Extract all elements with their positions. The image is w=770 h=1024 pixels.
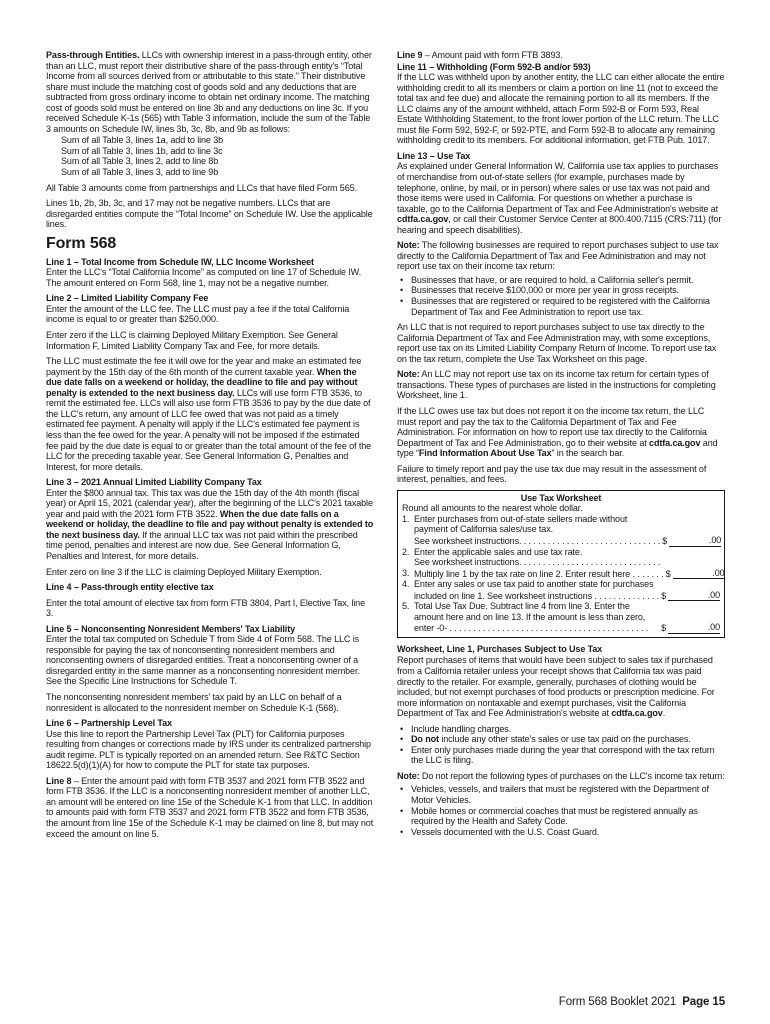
note-businesses-text: The following businesses are required to report purchases subject to use tax directly to the California Department of Tax and Fee Administration and may not report use tax on their income tax return:: [397, 240, 719, 272]
row-number: 2.: [402, 546, 410, 557]
worksheet-row-5: [402, 601, 720, 634]
line4-text: Enter the total amount of elective tax from form FTB 3804, Part I, Elective Tax, line 3.: [46, 597, 365, 619]
row-text: included on line 1. See worksheet instructions . . . . . . . . . . . . . .: [414, 590, 660, 601]
row-number: 1.: [402, 513, 410, 524]
note-do-not-report-text: Do not report the following types of purchases on the LLC's income tax return:: [419, 770, 725, 781]
owes-text: If the LLC owes use tax but does not report it on the income tax return, the LLC must report and pay the tax to the California Department of Tax and Fee Administration. For information on how to report use tax directly to the California Department of Tax and Fee Administration, go to their website at: [397, 405, 707, 448]
line2-ftb3536-text: LLCs will use form FTB 3536, to remit the estimated fee. LLCs will also use form FTB 3536 to pay by the due date of the LLC's return, any amount of LLC fee owed that was not paid as a timely estimated fee payment. A penalty will apply if the LLC's estimated fee payment is less than the fee owed for the year. A penalty will not be imposed if the estimated fee paid by the due date is equal to or greater than the total amount of the fee of the LLC for the preceding taxable year. See General Information G, Penalties and Interest, for more details.: [46, 387, 372, 472]
line13-section: [397, 151, 725, 235]
line6-section: [46, 718, 374, 771]
note-label: Note:: [397, 770, 420, 781]
list-item: [397, 734, 725, 745]
line3-amount-field[interactable]: .00: [673, 568, 725, 580]
worksheet-line1-section: [397, 644, 725, 719]
page-footer: [520, 996, 725, 1008]
cdtfa-link[interactable]: cdtfa.ca.gov: [397, 214, 449, 225]
line11-section: [397, 62, 725, 146]
line6-text: Use this line to report the Partnership Level Tax (PLT) for California purposes resulting from changes or corrections made by IRS under its centralized partnership audit regime. PLT is typically reported on an amended return. See R&TC Section 18622.5(d)(1)(A) for how to compute the PLT for state tax purposes.: [46, 728, 371, 771]
period: .: [662, 708, 666, 719]
list-item: • Vehicles, vessels, and trailers that must be registered with the Department of Motor Vehicles.: [397, 784, 725, 805]
do-not-bold: Do not: [411, 734, 439, 745]
line13-text: As explained under General Information W, California use tax applies to purchases of merchandise from out-of-state sellers (for example, purchases made by telephone, online, by mail, or in person) where sales or use tax was not paid and those items were used in California. For questions on whether a purchase is taxable, go to the California Department of Tax and Fee Administration's website at: [397, 161, 719, 214]
line2-estimate-paragraph: [46, 356, 374, 472]
row-text: payment of California sales/use tax.: [414, 524, 553, 535]
row-text: Enter any sales or use tax paid to another state for purchases: [414, 579, 654, 590]
line1-section: [46, 257, 374, 289]
left-column: [46, 50, 374, 844]
list-item: • Businesses that are registered or required to be registered with the California Department of Tax and Fee Administration to report use tax.: [397, 296, 725, 317]
line9-text: – Amount paid with form FTB 3893.: [422, 50, 563, 60]
row-text: Enter purchases from out-of-state sellers made without: [414, 513, 628, 524]
line3-section: [46, 477, 374, 561]
line3-heading: Line 3 – 2021 Annual Limited Liability Company Tax: [46, 477, 262, 488]
form-568-title: Form 568: [46, 234, 117, 252]
line4-amount-field[interactable]: .00: [668, 590, 720, 602]
line5-heading: Line 5 – Nonconsenting Nonresident Members' Tax Liability: [46, 623, 296, 634]
dollar-sign: $: [665, 568, 671, 579]
row-text: Enter the applicable sales and use tax rate.: [414, 546, 583, 557]
table3-sum-item: Sum of all Table 3, lines 2, add to line 8b: [61, 156, 219, 167]
vehicle-list: [397, 784, 725, 837]
not-required-paragraph: An LLC that is not required to report purchases subject to use tax directly to the California Department of Tax and Fee Administration may, with some exceptions, report use tax on its Limited Liability Company Return of Income. To report use tax on the tax return, complete the Use Tax Worksheet on this page.: [397, 322, 717, 364]
note-label: Note:: [397, 240, 420, 251]
line2-deadline-bold: When the due date falls on a weekend or holiday, the deadline to file and pay without penalty is extended to the next business day.: [46, 366, 358, 398]
line2-estimate-text: The LLC must estimate the fee it will owe for the year and make an estimated fee payment by the 15th day of the 6th month of the current taxable year.: [46, 356, 362, 377]
line2-section: [46, 293, 374, 325]
passthrough-heading: Pass-through Entities.: [46, 50, 140, 60]
list-item: • Businesses that have, or are required to hold, a California seller's permit.: [397, 275, 725, 286]
cdtfa-link[interactable]: cdtfa.ca.gov: [649, 437, 701, 448]
line3-military-note: Enter zero on line 3 if the LLC is claiming Deployed Military Exemption.: [46, 566, 322, 577]
table3-sum-item: Sum of all Table 3, lines 1a, add to line 3b: [61, 135, 224, 146]
worksheet-line1-text: Report purchases of items that would have been subject to sales tax if purchased from a California retailer unless your receipt shows that California tax was paid directly to the retailer. For example, generally, purchases of clothing would be included, but not exempt purchases of food products or prescription medicine. For more information on nontaxable and exempt purchases, visit the California Department of Tax and Fee Administration's website at: [397, 655, 715, 719]
table3-note: All Table 3 amounts come from partnerships and LLCs that have filed Form 565.: [46, 182, 357, 193]
list-item: • Enter only purchases made during the year that correspond with the tax return the LLC is filing.: [397, 745, 725, 766]
line11-text: If the LLC was withheld upon by another entity, the LLC can either allocate the entire withholding credit to all its members or claim a portion on line 11 (not to exceed the total tax and fee due) and allocate the remaining portion to all its members. If the LLC claims any of the amount withheld, attach Form 592-B or Form 593, Real Estate Withholding Statement, to the front lower portion of the LLC return. The LLC must file Form 592, 592-F, or 592-PTE, and Form 592-B to allocate any remaining withholding credit to its members. For additional information, get FTB Pub. 1017.: [397, 72, 725, 146]
line4-heading-paragraph: [46, 582, 374, 593]
worksheet-row-4: [402, 579, 720, 601]
line5-section: [46, 624, 374, 687]
table3-sum-item: Sum of all Table 3, lines 1b, add to line 3c: [61, 145, 223, 156]
line5-allocation-note: The nonconsenting nonresident members' tax paid by an LLC on behalf of a nonresident is allocated to the nonresident member on Schedule K-1 (568).: [46, 691, 342, 713]
line2-text: Enter the amount of the LLC fee. The LLC must pay a fee if the total California income is equal to or greater than $250,000.: [46, 303, 350, 325]
dollar-sign: $: [662, 535, 668, 546]
worksheet-row-2: [402, 547, 720, 568]
line2-military-note: Enter zero if the LLC is claiming Deployed Military Exemption. See General Information F, Limited Liability Company Tax and Fee, for more details.: [46, 330, 338, 351]
owes-text-2: and type “: [397, 437, 718, 459]
worksheet-row-1: [402, 514, 720, 547]
note-do-not-report: [397, 771, 725, 782]
failure-paragraph: Failure to timely report and pay the use tax due may result in the assessment of interest, penalties, and fees.: [397, 463, 707, 485]
line5-text: Enter the total tax computed on Schedule T from Side 4 of Form 568. The LLC is responsible for paying the tax of nonconsenting nonresident members and nonconsenting owners of disregarded entities. Treat a nonconsenting owner of a disregarded entity in the same manner as a nonconsenting nonresident member. See the Specific Line Instructions for Schedule T.: [46, 634, 360, 687]
line1-amount-field[interactable]: .00: [669, 535, 721, 547]
row-text: See worksheet instructions. . . . . . . . . . . . . . . . . . . . . . . . . . . . . .: [414, 535, 661, 546]
line11-heading: Line 11 – Withholding (Form 592-B and/or 593): [397, 61, 591, 72]
negative-numbers-note: Lines 1b, 2b, 3b, 3c, and 17 may not be negative numbers. LLCs that are disregarded entities compute the “Total Income” on Schedule IW. Use the applicable lines.: [46, 198, 373, 230]
line3-text: Enter the $800 annual tax. This tax was due the 15th day of the 4th month (fiscal year) or April 15, 2021 (calendar year), after the beginning of the LLC's 2021 taxable year and paid with the 2021 form FTB 3522.: [46, 487, 373, 519]
line2-heading: Line 2 – Limited Liability Company Fee: [46, 293, 209, 304]
passthrough-paragraph: [46, 50, 374, 134]
owes-text-3: ” in the search bar.: [551, 448, 625, 459]
line1-heading: Line 1 – Total Income from Schedule IW, LLC Income Worksheet: [46, 256, 314, 267]
owes-use-tax-paragraph: [397, 406, 725, 459]
search-phrase: Find Information About Use Tax: [418, 448, 552, 459]
line9-heading: Line 9: [397, 50, 423, 60]
line9-section: [397, 50, 725, 61]
worksheet-row-3: [402, 567, 725, 580]
row-number: 3.: [402, 567, 410, 578]
line8-text: – Enter the amount paid with form FTB 3537 and 2021 form FTB 3522 and form FTB 3536. If the LLC is a nonconsenting nonresident member of another LLC, an amount will be entered on line 15e of the Schedule K-1 from that LLC. In addition to amounts paid with form FTB 3537 and 2021 form FTB 3522 and form FTB 3536, the amount from line 15e of the Schedule K-1 may be claimed on line 8, but may not exceed the amount on line 5.: [46, 775, 374, 839]
worksheet-round-note: Round all amounts to the nearest whole dollar.: [402, 503, 583, 514]
row-text: amount here and on line 13. If the amount is less than zero,: [414, 611, 646, 622]
row-text: Total Use Tax Due. Subtract line 4 from line 3. Enter the: [414, 601, 630, 612]
line8-heading: Line 8: [46, 775, 72, 786]
line5-amount-field[interactable]: .00: [668, 622, 720, 634]
list-item: • Vessels documented with the U.S. Coast Guard.: [397, 827, 725, 838]
line13-heading: Line 13 – Use Tax: [397, 150, 471, 161]
line1-text: Enter the LLC's “Total California Income” as computed on line 17 of Schedule IW. The amount entered on Form 568, line 1, may not be a negative number.: [46, 267, 361, 288]
note-transactions: [397, 369, 725, 401]
list-item-text: include any other state's sales or use tax paid on the purchases.: [438, 734, 691, 745]
cdtfa-link[interactable]: cdtfa.ca.gov: [611, 708, 663, 719]
table3-sum-list: [46, 135, 374, 177]
table3-sum-item: Sum of all Table 3, lines 3, add to line 9b: [61, 167, 219, 178]
row-text: See worksheet instructions. . . . . . . . . . . . . . . . . . . . . . . . . . . . . .: [414, 557, 661, 568]
row-number: 4.: [402, 579, 410, 590]
include-list: [397, 724, 725, 766]
row-text: enter -0- . . . . . . . . . . . . . . . . . . . . . . . . . . . . . . . . . . . . . . . . . .: [414, 623, 649, 634]
note-transactions-text: An LLC may not report use tax on its income tax return for certain types of transactions. These types of purchases are listed in the instructions for completing Worksheet, line 1.: [397, 369, 716, 401]
list-item: • Mobile homes or commercial coaches that must be registered annually as required by the Health and Safety Code.: [397, 806, 725, 827]
business-list: [397, 275, 725, 317]
line6-heading: Line 6 – Partnership Level Tax: [46, 718, 172, 729]
dollar-sign: $: [661, 623, 666, 634]
booklet-name: Form 568 Booklet 2021: [558, 996, 677, 1008]
row-text: Multiply line 1 by the tax rate on line 2. Enter result here . . . . . . .: [414, 568, 664, 579]
note-label: Note:: [397, 369, 420, 380]
dollar-sign: $: [661, 590, 666, 601]
use-tax-worksheet: [397, 490, 725, 638]
line13-phone-text: , or call their Customer Service Center at 800.400.7115 (CRS:711) (for hearing and speech disabilities).: [397, 214, 722, 235]
line3-deadline-bold: When the due date falls on a weekend or holiday, the deadline to file and pay without penalty is extended to the next business day.: [46, 508, 374, 540]
passthrough-text: LLCs with ownership interest in a pass-through entity, other than an LLC, must report their distributive share of the pass-through entity's “Total Income from all sources derived from or attributable to this state.” Their distributive share must include the matching cost of goods sold and any deductions that are subtracted from gross ordinary income to obtain net ordinary income. The matching cost of goods sold must be entered on line 3b and any deductions on line 3c. If you received Schedule K-1s (565) with Table 3 information, include the sum of the Table 3 amounts on Schedule IW, lines 3b, 3c, 8b, and 9b as follows:: [46, 50, 372, 134]
list-item: • Include handling charges.: [397, 724, 725, 735]
line3-penalty-text: If the annual LLC tax was not paid within the prescribed time period, penalties and interest are now due. See General Information G, Penalties and Interest, for more details.: [46, 529, 358, 561]
worksheet-line1-heading: Worksheet, Line 1, Purchases Subject to Use Tax: [397, 643, 603, 654]
page-number: Page 15: [682, 996, 725, 1008]
row-number: 5.: [402, 601, 410, 612]
line4-heading: Line 4 – Pass-through entity elective tax: [46, 582, 214, 593]
right-column: [397, 50, 725, 842]
worksheet-title: Use Tax Worksheet: [520, 492, 602, 503]
note-businesses: [397, 240, 725, 272]
line8-section: [46, 776, 374, 839]
list-item: • Businesses that receive $100,000 or more per year in gross receipts.: [397, 285, 725, 296]
